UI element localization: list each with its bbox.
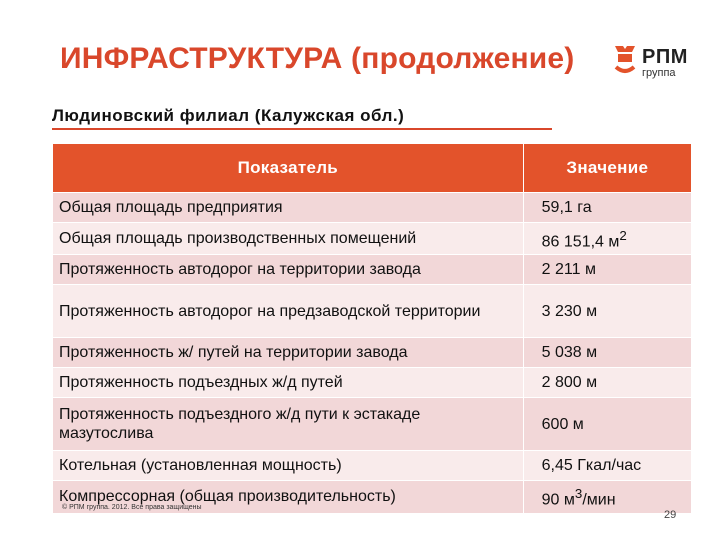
- value-cell: [523, 398, 691, 451]
- header-indicator: Показатель: [53, 144, 524, 193]
- copyright-footer: © РПМ группа. 2012. Все права защищены: [62, 504, 202, 511]
- value-cell: [523, 368, 691, 398]
- header-value: Значение: [523, 144, 691, 193]
- subtitle-underline: [52, 128, 552, 130]
- table-header-row: [53, 144, 692, 193]
- indicator-cell: Протяженность подъездного ж/д пути к эстакаде мазутослива: [53, 398, 524, 451]
- value-text: 600 м: [541, 415, 584, 433]
- value-cell: [523, 223, 691, 255]
- value-text: 3 230 м: [541, 302, 598, 320]
- value-cell: [523, 193, 691, 223]
- page-number: 29: [664, 509, 677, 521]
- value-text: 86 151,4 м: [541, 233, 620, 251]
- unit-superscript: 3: [574, 486, 583, 502]
- table-row: [53, 255, 692, 285]
- value-cell: [523, 451, 691, 481]
- indicator-cell: Общая площадь предприятия: [53, 193, 524, 223]
- table-row: [53, 285, 692, 338]
- company-logo: [612, 42, 712, 82]
- value-text: 90 м: [541, 491, 575, 509]
- value-text: 2 800 м: [541, 374, 598, 392]
- value-text: 5 038 м: [541, 344, 598, 362]
- indicator-cell: Общая площадь производственных помещений: [53, 223, 524, 255]
- value-cell: [523, 285, 691, 338]
- indicator-cell: Компрессорная (общая производительность): [53, 481, 524, 513]
- table-row: [53, 368, 692, 398]
- logo-subtext: группа: [642, 67, 676, 79]
- infrastructure-table: [52, 143, 692, 514]
- page-title: ИНФРАСТРУКТУРА (продолжение): [60, 42, 575, 75]
- indicator-cell: Протяженность ж/ путей на территории завода: [53, 338, 524, 368]
- indicator-cell: Протяженность подъездных ж/д путей: [53, 368, 524, 398]
- value-cell: [523, 338, 691, 368]
- table-row: [53, 338, 692, 368]
- branch-subtitle: Людиновский филиал (Калужская обл.): [52, 106, 405, 125]
- indicator-cell: Протяженность автодорог на предзаводской территории: [53, 285, 524, 338]
- logo-mark-icon: [612, 45, 638, 75]
- value-text: 59,1 га: [541, 199, 592, 216]
- value-text: 6,45 Гкал/час: [541, 457, 642, 475]
- value-cell: [523, 255, 691, 285]
- logo-text: РПМ: [642, 46, 688, 68]
- table-row: [53, 451, 692, 481]
- table-row: [53, 398, 692, 451]
- indicator-cell: Протяженность автодорог на территории завода: [53, 255, 524, 285]
- unit-superscript: 2: [619, 228, 627, 243]
- value-text: 2 211 м: [541, 261, 596, 279]
- table-row: [53, 223, 692, 255]
- indicator-cell: Котельная (установленная мощность): [53, 451, 524, 481]
- table-row: [53, 193, 692, 223]
- value-suffix: /мин: [582, 491, 616, 509]
